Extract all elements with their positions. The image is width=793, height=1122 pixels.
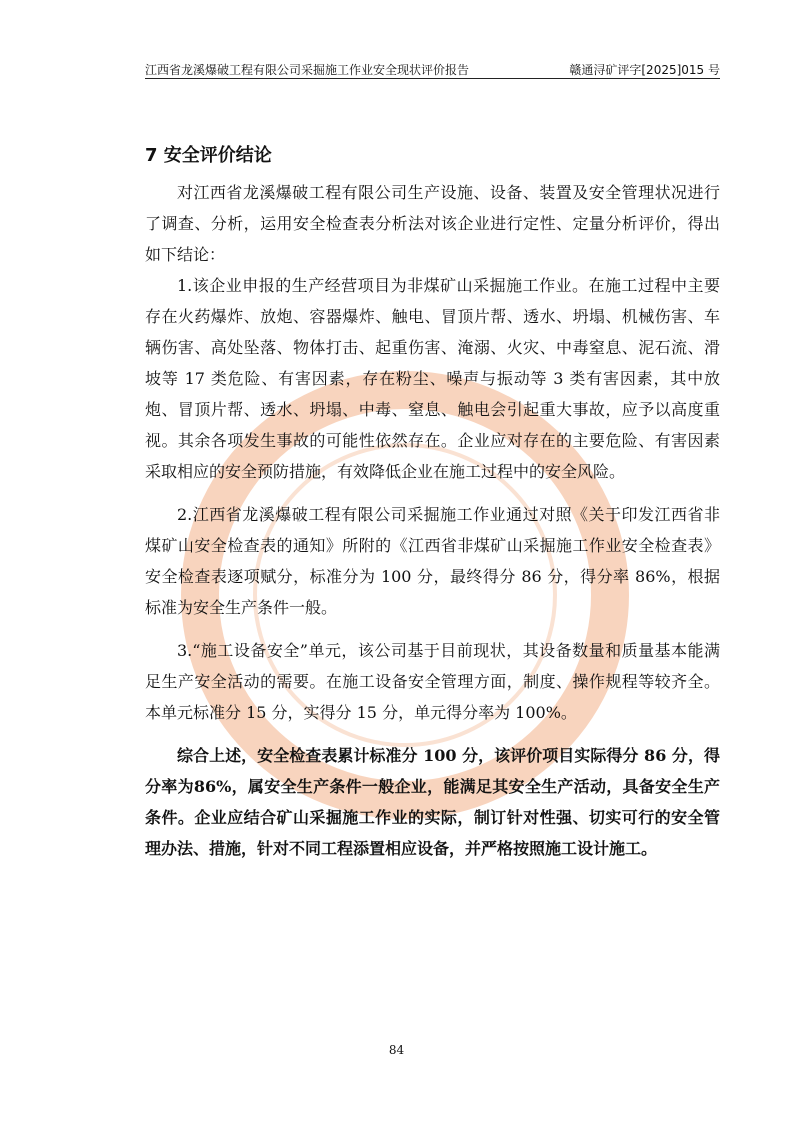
conclusion-item-2: 2.江西省龙溪爆破工程有限公司采掘施工作业通过对照《关于印发江西省非煤矿山安全检查表的通知》所附的《江西省非煤矿山采掘施工作业安全检查表》安全检查表逐项赋分，标准分为 100 分，最终得分 86 分，得分率 86%，根据标准为安全生产条件一般。	[145, 505, 720, 617]
page-number: 84	[388, 1043, 405, 1057]
running-header	[145, 60, 720, 79]
summary-paragraph: 综合上述，安全检查表累计标准分 100 分，该评价项目实际得分 86 分，得分率为86%，属安全生产条件一般企业，能满足其安全生产活动，具备安全生产条件。企业应结合矿山采掘施工作业的实际，制订针对性强、切实可行的安全管理办法、措施，针对不同工程添置相应设备，并严格按照施工设计施工。	[145, 746, 720, 858]
header-report-title: 江西省龙溪爆破工程有限公司采掘施工作业安全现状评价报告	[145, 63, 470, 77]
conclusion-item-3: 3.“施工设备安全”单元，该公司基于目前现状，其设备数量和质量基本能满足生产安全活动的需要。在施工设备安全管理方面，制度、操作规程等较齐全。本单元标准分 15 分，实得分 15 分，单元得分率为 100%。	[145, 641, 720, 722]
conclusion-item-1: 1.该企业申报的生产经营项目为非煤矿山采掘施工作业。在施工过程中主要存在火药爆炸、放炮、容器爆炸、触电、冒顶片帮、透水、坍塌、机械伤害、车辆伤害、高处坠落、物体打击、起重伤害、淹溺、火灾、中毒窒息、泥石流、滑坡等 17 类危险、有害因素，存在粉尘、噪声与振动等 3 类有害因素，其中放炮、冒顶片帮、透水、坍塌、中毒、窒息、触电会引起重大事故，应予以高度重视。其余各项发生事故的可能性依然存在。企业应对存在的主要危险、有害因素采取相应的安全预防措施，有效降低企业在施工过程中的安全风险。	[145, 276, 720, 481]
header-report-number: 赣通浔矿评字[2025]015 号	[569, 63, 720, 77]
page-body	[145, 143, 720, 864]
section-title: 7 安全评价结论	[145, 145, 272, 166]
intro-paragraph: 对江西省龙溪爆破工程有限公司生产设施、设备、装置及安全管理状况进行了调查、分析，运用安全检查表分析法对该企业进行定性、定量分析评价，得出如下结论：	[145, 183, 720, 264]
